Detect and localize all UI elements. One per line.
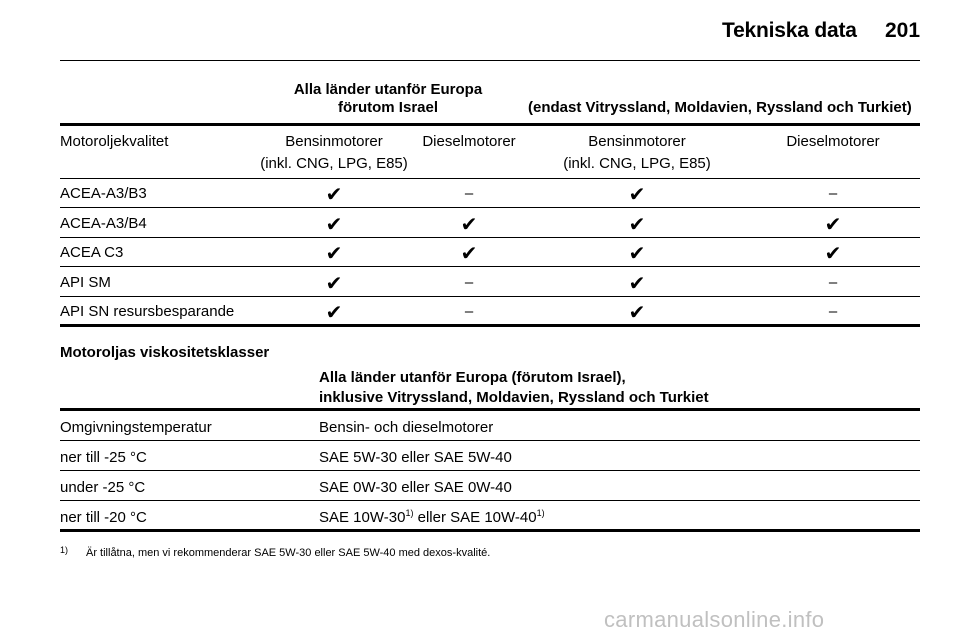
column-header-petrol-1-sub: (inkl. CNG, LPG, E85) bbox=[260, 155, 408, 172]
row-rule bbox=[60, 296, 920, 297]
dash-mark: – bbox=[464, 185, 474, 202]
watermark: carmanualsonline.info bbox=[604, 607, 825, 632]
table-top-rule bbox=[60, 123, 920, 126]
row-rule bbox=[60, 237, 920, 238]
quality-row-label: ACEA C3 bbox=[60, 244, 124, 261]
group-header-2: (endast Vitryssland, Moldavien, Ryssland och Turkiet) bbox=[528, 99, 912, 116]
check-icon: ✔ bbox=[824, 241, 842, 265]
column-header-diesel-1: Dieselmotorer bbox=[422, 133, 516, 150]
check-icon: ✔ bbox=[628, 241, 646, 265]
viscosity-group-line2: inklusive Vitryssland, Moldavien, Ryssland och Turkiet bbox=[319, 389, 709, 406]
quality-row-label: ACEA-A3/B3 bbox=[60, 185, 147, 202]
check-icon: ✔ bbox=[628, 270, 646, 295]
dash-mark: – bbox=[828, 185, 838, 202]
dash-mark: – bbox=[464, 303, 474, 320]
viscosity-row-2-temp: under -25 °C bbox=[60, 479, 146, 496]
page-title: Tekniska data bbox=[722, 19, 857, 42]
oil-grade-b: eller SAE 10W-40 bbox=[413, 509, 537, 526]
viscosity-row-1-oil: SAE 5W-30 eller SAE 5W-40 bbox=[319, 449, 512, 466]
column-header-engines: Bensin- och dieselmotorer bbox=[319, 419, 494, 436]
dash-mark: – bbox=[464, 273, 474, 291]
section-title-viscosity: Motoroljas viskositetsklasser bbox=[60, 344, 270, 361]
dash-mark: – bbox=[828, 303, 838, 320]
check-icon: ✔ bbox=[325, 270, 343, 295]
quality-row-label: API SN resursbesparande bbox=[60, 303, 235, 320]
viscosity-row-1-temp: ner till -25 °C bbox=[60, 449, 147, 466]
viscosity-top-rule bbox=[60, 408, 920, 411]
header-row-rule bbox=[60, 178, 920, 179]
check-icon: ✔ bbox=[460, 241, 478, 265]
viscosity-row-3-temp: ner till -20 °C bbox=[60, 509, 147, 526]
group-header-1-line1: Alla länder utanför Europa bbox=[293, 81, 483, 98]
viscosity-row-rule bbox=[60, 470, 920, 471]
oil-grade-a: SAE 10W-30 bbox=[319, 509, 406, 526]
viscosity-bottom-rule bbox=[60, 529, 920, 532]
table-bottom-rule bbox=[60, 324, 920, 327]
check-icon: ✔ bbox=[325, 300, 343, 324]
viscosity-row-2-oil: SAE 0W-30 eller SAE 0W-40 bbox=[319, 479, 512, 496]
header-divider bbox=[60, 60, 920, 61]
viscosity-group-line1: Alla länder utanför Europa (förutom Israel), bbox=[319, 369, 626, 386]
check-icon: ✔ bbox=[325, 211, 343, 236]
quality-row-label: API SM bbox=[60, 273, 111, 291]
viscosity-row-rule bbox=[60, 500, 920, 501]
column-header-petrol-2-sub: (inkl. CNG, LPG, E85) bbox=[563, 155, 711, 172]
footnote-ref: 1) bbox=[536, 508, 545, 518]
check-icon: ✔ bbox=[628, 182, 646, 206]
dash-mark: – bbox=[828, 273, 838, 291]
column-header-petrol-2: Bensinmotorer bbox=[588, 133, 686, 150]
group-header-1-line2: förutom Israel bbox=[337, 99, 439, 116]
check-icon: ✔ bbox=[460, 211, 478, 236]
row-rule bbox=[60, 207, 920, 208]
check-icon: ✔ bbox=[325, 182, 343, 206]
column-header-diesel-2: Dieselmotorer bbox=[786, 133, 880, 150]
column-header-petrol-1: Bensinmotorer bbox=[285, 133, 383, 150]
footnote-text: Är tillåtna, men vi rekommenderar SAE 5W-30 eller SAE 5W-40 med dexos-kvalité. bbox=[86, 547, 491, 559]
quality-row-label: ACEA-A3/B4 bbox=[60, 214, 147, 232]
viscosity-row-3-oil bbox=[319, 509, 545, 527]
footnote-marker: 1) bbox=[60, 545, 69, 555]
column-header-temperature: Omgivningstemperatur bbox=[60, 419, 212, 436]
footnote-ref: 1) bbox=[405, 508, 414, 518]
check-icon: ✔ bbox=[824, 211, 842, 236]
page-number: 201 bbox=[885, 19, 921, 42]
viscosity-header-rule bbox=[60, 440, 920, 441]
check-icon: ✔ bbox=[628, 211, 646, 236]
check-icon: ✔ bbox=[325, 241, 343, 265]
row-rule bbox=[60, 266, 920, 267]
check-icon: ✔ bbox=[628, 300, 646, 324]
column-header-quality: Motoroljekvalitet bbox=[60, 133, 169, 150]
